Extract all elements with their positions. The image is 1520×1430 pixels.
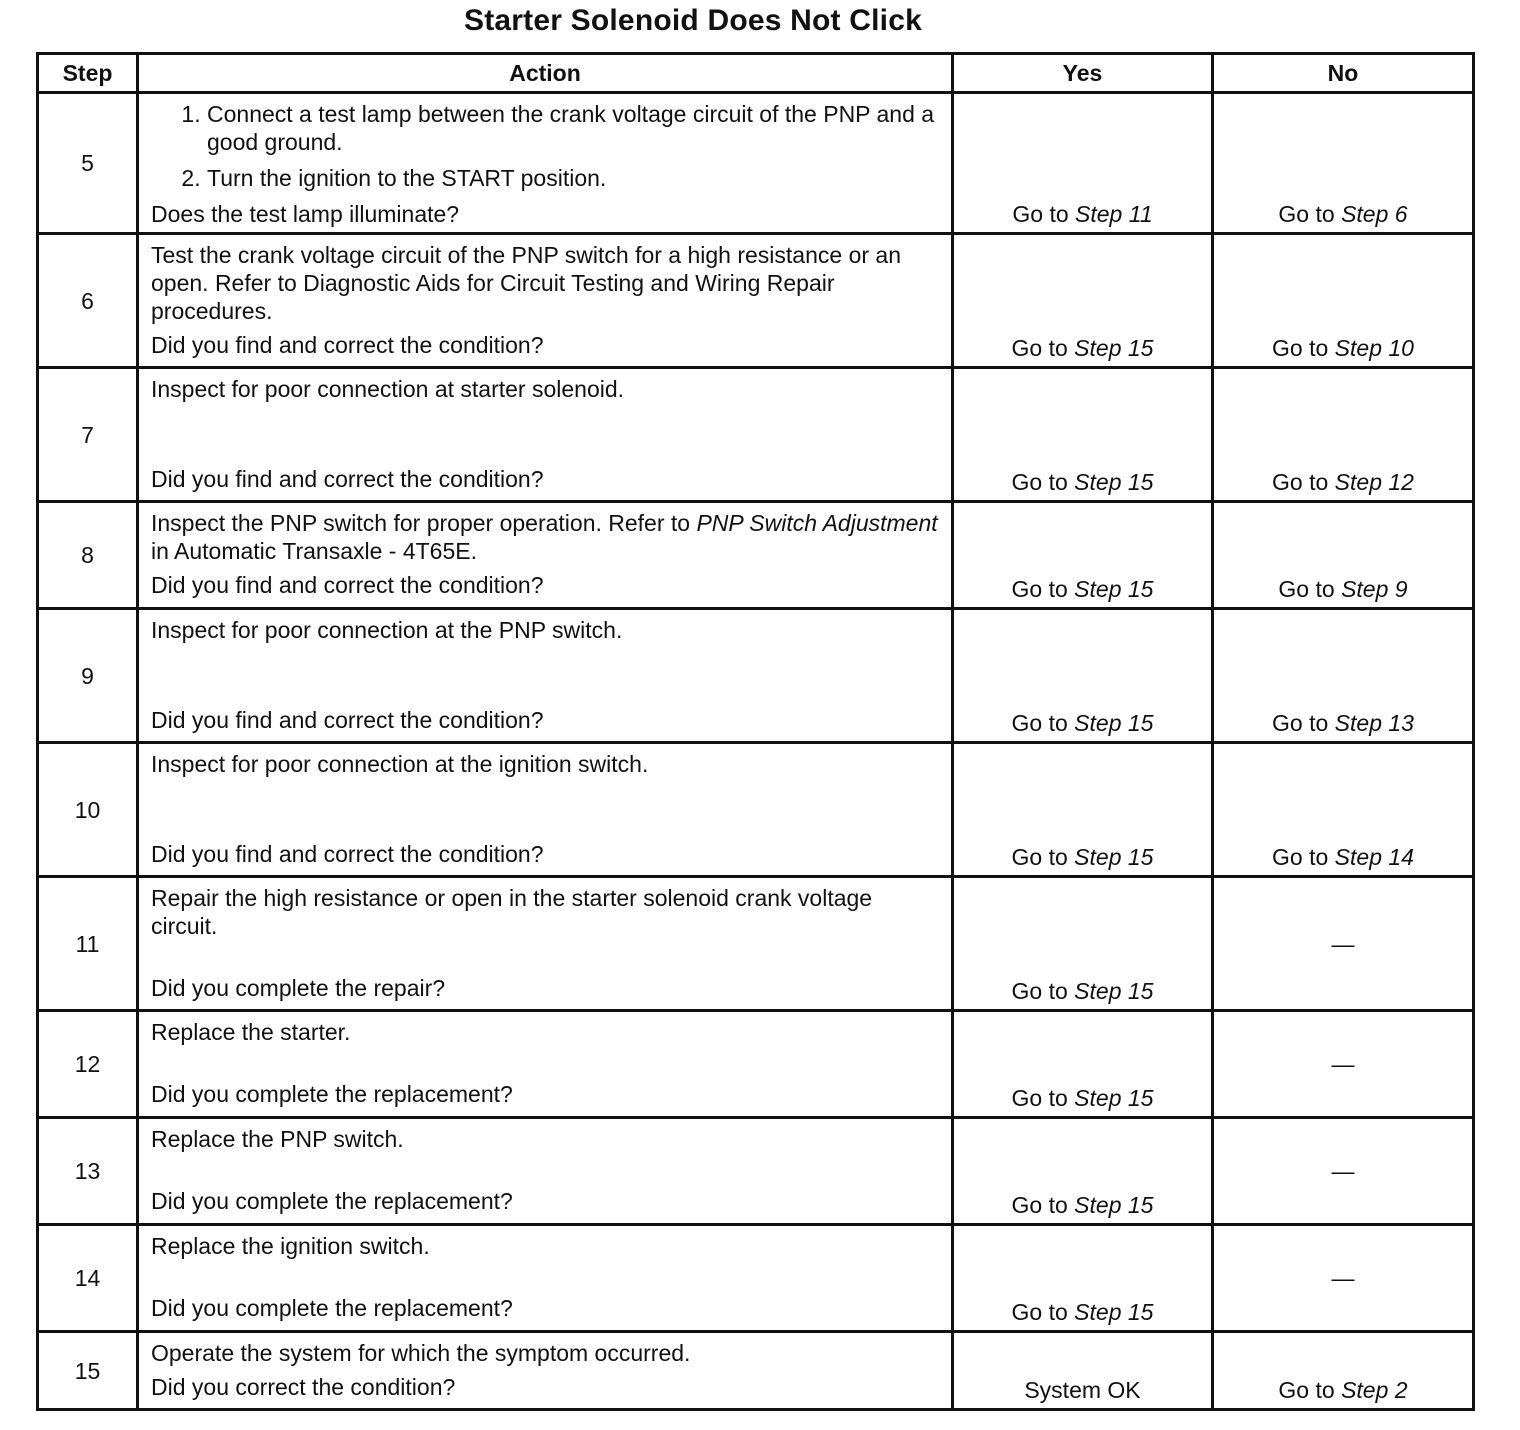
- no-cell: —: [1213, 877, 1474, 1011]
- action-question: Did you find and correct the condition?: [151, 332, 544, 358]
- yes-cell: [953, 93, 1213, 234]
- table-row: [38, 1118, 1474, 1225]
- reference-link[interactable]: PNP Switch Adjustment: [696, 510, 938, 536]
- action-question: Did you find and correct the condition?: [151, 841, 544, 867]
- yes-prefix: Go to: [1011, 576, 1068, 602]
- yes-step-link[interactable]: Step 15: [1074, 335, 1154, 361]
- action-cell: [138, 609, 953, 743]
- yes-cell: [953, 368, 1213, 502]
- yes-prefix: Go to: [1011, 710, 1068, 736]
- no-step-link[interactable]: Step 14: [1334, 844, 1414, 870]
- table-row: [38, 93, 1474, 234]
- yes-step-link[interactable]: Step 15: [1074, 469, 1154, 495]
- step-number: 15: [38, 1332, 138, 1410]
- no-prefix: Go to: [1272, 469, 1329, 495]
- action-text: Replace the starter.: [151, 1019, 351, 1045]
- action-question: Does the test lamp illuminate?: [151, 201, 460, 227]
- header-action: Action: [138, 54, 953, 93]
- no-cell: —: [1213, 1118, 1474, 1225]
- action-question: Did you find and correct the condition?: [151, 466, 544, 492]
- yes-cell: [953, 234, 1213, 368]
- table-row: [38, 502, 1474, 609]
- action-text-part: in Automatic Transaxle - 4T65E.: [151, 538, 477, 564]
- table-row: [38, 609, 1474, 743]
- action-text: Test the crank voltage circuit of the PNP switch for a high resistance or an open. Refer to Diagnostic Aids for Circuit Testing and Wiring Repair procedures.: [151, 242, 901, 324]
- table-row: [38, 743, 1474, 877]
- header-row: [38, 54, 1474, 93]
- action-cell: [138, 1011, 953, 1118]
- no-cell: [1213, 368, 1474, 502]
- yes-cell: System OK: [953, 1332, 1213, 1410]
- yes-prefix: Go to: [1011, 1085, 1068, 1111]
- yes-prefix: Go to: [1011, 844, 1068, 870]
- action-text: Repair the high resistance or open in the starter solenoid crank voltage circuit.: [151, 885, 873, 939]
- yes-step-link[interactable]: Step 15: [1074, 844, 1154, 870]
- table-row: [38, 368, 1474, 502]
- yes-step-link[interactable]: Step 15: [1074, 1085, 1154, 1111]
- step-number: 7: [38, 368, 138, 502]
- no-cell: [1213, 743, 1474, 877]
- step-number: 9: [38, 609, 138, 743]
- yes-prefix: Go to: [1011, 978, 1068, 1004]
- action-text: Inspect for poor connection at the PNP switch.: [151, 617, 623, 643]
- substep-item: 1. Connect a test lamp between the crank voltage circuit of the PNP and a good ground.: [207, 100, 939, 156]
- yes-cell: [953, 1225, 1213, 1332]
- no-prefix: Go to: [1278, 576, 1335, 602]
- yes-prefix: Go to: [1011, 1192, 1068, 1218]
- step-number: 13: [38, 1118, 138, 1225]
- action-text: Replace the PNP switch.: [151, 1126, 404, 1152]
- no-prefix: Go to: [1272, 335, 1329, 361]
- no-cell: [1213, 93, 1474, 234]
- yes-cell: [953, 743, 1213, 877]
- yes-cell: [953, 502, 1213, 609]
- no-step-link[interactable]: Step 12: [1334, 469, 1414, 495]
- step-number: 5: [38, 93, 138, 234]
- header-yes: Yes: [953, 54, 1213, 93]
- yes-step-link[interactable]: Step 15: [1074, 576, 1154, 602]
- yes-cell: [953, 1011, 1213, 1118]
- no-step-link[interactable]: Step 2: [1341, 1377, 1408, 1403]
- yes-prefix: Go to: [1011, 335, 1068, 361]
- table-row: [38, 234, 1474, 368]
- header-step: Step: [38, 54, 138, 93]
- action-cell: [138, 1118, 953, 1225]
- action-text: Replace the ignition switch.: [151, 1233, 430, 1259]
- table-row: [38, 1332, 1474, 1410]
- header-no: No: [1213, 54, 1474, 93]
- action-cell: [138, 1225, 953, 1332]
- table-row: [38, 1225, 1474, 1332]
- action-question: Did you complete the replacement?: [151, 1295, 513, 1321]
- action-question: Did you find and correct the condition?: [151, 707, 544, 733]
- no-step-link[interactable]: Step 9: [1341, 576, 1408, 602]
- yes-prefix: Go to: [1011, 1299, 1068, 1325]
- page-title: Starter Solenoid Does Not Click: [464, 4, 922, 37]
- action-cell: [138, 877, 953, 1011]
- action-cell: [138, 743, 953, 877]
- action-cell: [138, 93, 953, 234]
- no-cell: [1213, 502, 1474, 609]
- action-cell: [138, 1332, 953, 1410]
- step-number: 11: [38, 877, 138, 1011]
- action-text-part: Inspect the PNP switch for proper operation. Refer to: [151, 510, 697, 536]
- yes-step-link[interactable]: Step 15: [1074, 710, 1154, 736]
- no-step-link[interactable]: Step 13: [1334, 710, 1414, 736]
- action-question: Did you correct the condition?: [151, 1374, 456, 1400]
- action-text: [151, 509, 939, 565]
- yes-cell: [953, 877, 1213, 1011]
- action-cell: [138, 368, 953, 502]
- action-question: Did you complete the repair?: [151, 975, 446, 1001]
- action-text: Inspect for poor connection at starter solenoid.: [151, 376, 625, 402]
- no-cell: [1213, 1332, 1474, 1410]
- step-number: 14: [38, 1225, 138, 1332]
- step-number: 12: [38, 1011, 138, 1118]
- yes-step-link[interactable]: Step 11: [1075, 201, 1153, 227]
- table-row: [38, 1011, 1474, 1118]
- no-step-link[interactable]: Step 6: [1341, 201, 1408, 227]
- no-prefix: Go to: [1278, 1377, 1335, 1403]
- yes-prefix: Go to: [1012, 201, 1069, 227]
- no-prefix: Go to: [1278, 201, 1335, 227]
- action-cell: [138, 502, 953, 609]
- yes-step-link[interactable]: Step 15: [1074, 1192, 1154, 1218]
- yes-step-link[interactable]: Step 15: [1074, 1299, 1154, 1325]
- no-cell: —: [1213, 1225, 1474, 1332]
- step-number: 8: [38, 502, 138, 609]
- no-cell: [1213, 234, 1474, 368]
- action-text: Operate the system for which the symptom occurred.: [151, 1340, 691, 1366]
- substep-list: [151, 100, 939, 192]
- yes-cell: [953, 609, 1213, 743]
- step-number: 10: [38, 743, 138, 877]
- yes-step-link[interactable]: Step 15: [1074, 978, 1154, 1004]
- yes-prefix: Go to: [1011, 469, 1068, 495]
- no-prefix: Go to: [1272, 844, 1329, 870]
- no-prefix: Go to: [1272, 710, 1329, 736]
- substep-item: 2. Turn the ignition to the START position.: [207, 164, 939, 192]
- action-text: Inspect for poor connection at the ignition switch.: [151, 751, 649, 777]
- no-cell: —: [1213, 1011, 1474, 1118]
- no-step-link[interactable]: Step 10: [1334, 335, 1414, 361]
- no-cell: [1213, 609, 1474, 743]
- action-question: Did you find and correct the condition?: [151, 572, 544, 598]
- action-cell: [138, 234, 953, 368]
- action-question: Did you complete the replacement?: [151, 1081, 513, 1107]
- diagnostic-table: [36, 52, 1475, 1411]
- table-row: [38, 877, 1474, 1011]
- yes-cell: [953, 1118, 1213, 1225]
- action-question: Did you complete the replacement?: [151, 1188, 513, 1214]
- step-number: 6: [38, 234, 138, 368]
